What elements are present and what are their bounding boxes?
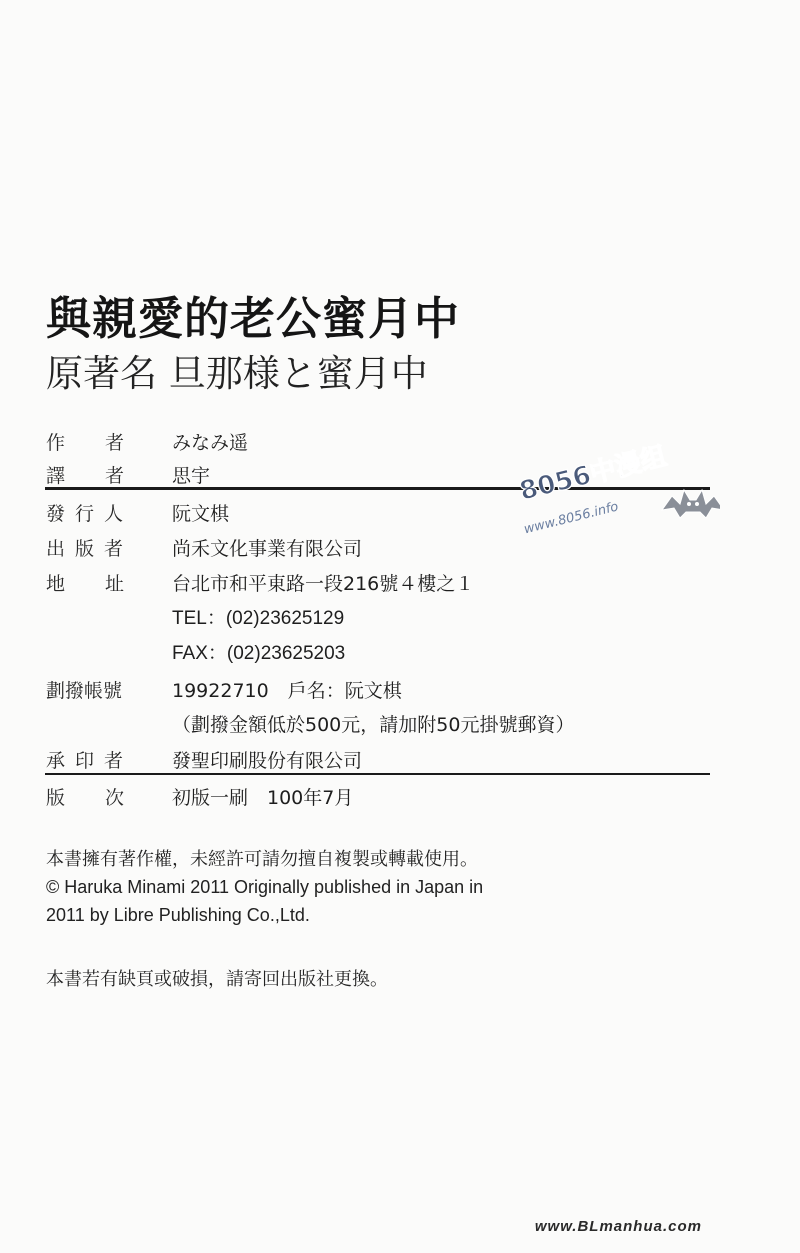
author-label bbox=[46, 428, 165, 455]
publisher-person-value: 阮文棋 bbox=[172, 503, 230, 525]
original-title: 原著名 旦那様と蜜月中 bbox=[46, 352, 428, 395]
account-label: 劃撥帳號 bbox=[46, 680, 123, 702]
address-value: 台北市和平東路一段216號４樓之１ bbox=[172, 573, 475, 595]
copyright-line-2: 2011 by Libre Publishing Co.,Ltd. bbox=[46, 905, 310, 925]
book-title: 與親愛的老公蜜月中 bbox=[46, 292, 461, 345]
divider-bottom bbox=[45, 773, 710, 775]
publisher-label: 出版者 bbox=[46, 538, 134, 560]
edition-label: 版次 bbox=[46, 787, 165, 809]
publisher-value: 尚禾文化事業有限公司 bbox=[172, 538, 363, 560]
printer-label: 承印者 bbox=[46, 750, 134, 772]
payment-note: （劃撥金額低於500元，請加附50元掛號郵資） bbox=[172, 714, 575, 736]
author-label-text: 作者 bbox=[46, 432, 165, 454]
printer-value: 發聖印刷股份有限公司 bbox=[172, 750, 363, 772]
address-label: 地址 bbox=[46, 573, 165, 595]
damage-notice: 本書若有缺頁或破損，請寄回出版社更換。 bbox=[46, 969, 388, 990]
site-url: www.BLmanhua.com bbox=[534, 1218, 702, 1235]
author-value: みなみ遥 bbox=[172, 432, 249, 454]
scanlation-watermark bbox=[510, 432, 720, 542]
watermark-graphic bbox=[510, 432, 720, 542]
watermark-name: 8056中漫组 bbox=[516, 441, 670, 507]
fax-value: FAX：(02)23625203 bbox=[172, 643, 346, 664]
edition-value: 初版一刷 100年7月 bbox=[172, 787, 354, 809]
publisher-person-label: 發行人 bbox=[46, 503, 134, 525]
bat-icon bbox=[662, 490, 720, 518]
translator-label: 譯者 bbox=[46, 465, 165, 487]
copyright-line-1: © Haruka Minami 2011 Originally published in Japan in bbox=[46, 877, 484, 897]
rights-notice: 本書擁有著作權，未經許可請勿擅自複製或轉載使用。 bbox=[46, 849, 478, 870]
tel-value: TEL：(02)23625129 bbox=[172, 608, 345, 629]
translator-value: 思宇 bbox=[172, 465, 211, 487]
account-value: 19922710 戶名：阮文棋 bbox=[172, 680, 402, 702]
watermark-url: www.8056.info bbox=[522, 499, 620, 538]
